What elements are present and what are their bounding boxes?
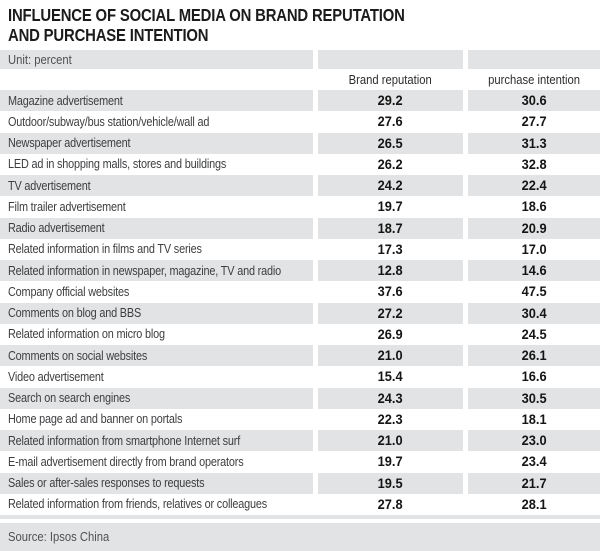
purchase-intention-value: 23.0 [521,433,547,449]
table-row [0,366,600,387]
row-label: Comments on social websites [8,348,148,363]
brand-reputation-value: 29.2 [378,93,403,109]
row-label: Video advertisement [8,369,104,384]
row-label: Newspaper advertisement [8,136,131,151]
purchase-intention-value: 24.5 [521,326,547,342]
brand-reputation-value: 21.0 [378,348,403,364]
brand-reputation-value: 17.3 [378,241,403,257]
purchase-intention-value: 27.7 [521,114,547,130]
brand-reputation-value: 19.7 [378,199,403,215]
purchase-intention-value: 22.4 [521,178,547,194]
row-label: Magazine advertisement [8,93,123,108]
table-row [0,196,600,217]
table-row [0,303,600,324]
column-header-purchase-intention: purchase intention [488,72,580,87]
table-row [0,111,600,132]
row-label: Related information in films and TV series [8,242,202,257]
table-row [0,388,600,409]
row-label: TV advertisement [8,178,91,193]
table-row [0,451,600,472]
table-row [0,430,600,451]
source-label: Source: Ipsos China [8,530,110,544]
purchase-intention-value: 21.7 [521,475,547,491]
row-label: LED ad in shopping malls, stores and buildings [8,157,227,172]
purchase-intention-value: 14.6 [521,263,547,279]
row-label: Outdoor/subway/bus station/vehicle/wall ad [8,114,210,129]
row-label: Film trailer advertisement [8,199,126,214]
purchase-intention-value: 16.6 [521,369,547,385]
row-label: Sales or after-sales responses to requests [8,476,205,491]
data-table [0,50,600,551]
row-label: Related information in newspaper, magazine, TV and radio [8,263,281,278]
table-row [0,154,600,175]
purchase-intention-value: 17.0 [521,241,547,257]
brand-reputation-value: 15.4 [378,369,403,385]
brand-reputation-value: 21.0 [378,433,403,449]
row-label: Radio advertisement [8,221,105,236]
brand-reputation-value: 27.6 [378,114,403,130]
purchase-intention-value: 26.1 [521,348,547,364]
title-line-2: AND PURCHASE INTENTION [8,25,209,45]
purchase-intention-value: 31.3 [521,135,547,151]
table-row [0,494,600,515]
table-row [0,218,600,239]
brand-reputation-value: 26.2 [378,156,403,172]
purchase-intention-value: 18.6 [521,199,547,215]
brand-reputation-value: 22.3 [378,411,403,427]
purchase-intention-value: 20.9 [521,220,547,236]
brand-reputation-value: 27.2 [378,305,403,321]
row-label: Related information from friends, relatives or colleagues [8,497,268,512]
brand-reputation-value: 18.7 [378,220,403,236]
page-title [0,0,600,45]
brand-reputation-value: 24.2 [378,178,403,194]
row-label: Search on search engines [8,391,131,406]
table-header-row [0,69,600,90]
purchase-intention-value: 28.1 [521,496,547,512]
row-label: Company official websites [8,284,130,299]
table-row [0,239,600,260]
table-row [0,473,600,494]
purchase-intention-value: 30.5 [521,390,547,406]
brand-reputation-value: 37.6 [378,284,403,300]
row-label: Related information from smartphone Internet surf [8,433,241,448]
row-label: E-mail advertisement directly from brand operators [8,454,244,469]
purchase-intention-value: 18.1 [521,411,547,427]
table-row [0,345,600,366]
brand-reputation-value: 24.3 [378,390,403,406]
title-line-1: INFLUENCE OF SOCIAL MEDIA ON BRAND REPUTATION [8,5,405,25]
brand-reputation-value: 19.5 [378,475,403,491]
unit-bar [0,50,600,69]
unit-label: Unit: percent [8,52,72,67]
purchase-intention-value: 32.8 [521,156,547,172]
purchase-intention-value: 47.5 [521,284,547,300]
table-row [0,324,600,345]
column-header-brand-reputation: Brand reputation [348,72,433,87]
brand-reputation-value: 26.5 [378,135,403,151]
table-row [0,409,600,430]
table-row [0,133,600,154]
table-row [0,90,600,111]
purchase-intention-value: 30.6 [521,93,547,109]
table-row [0,175,600,196]
row-label: Comments on blog and BBS [8,306,142,321]
row-label: Home page ad and banner on portals [8,412,183,427]
brand-reputation-value: 26.9 [378,326,403,342]
purchase-intention-value: 30.4 [521,305,547,321]
brand-reputation-value: 27.8 [378,496,403,512]
purchase-intention-value: 23.4 [521,454,547,470]
brand-reputation-value: 19.7 [378,454,403,470]
row-label: Related information on micro blog [8,327,165,342]
source-bar [0,523,600,551]
table-row [0,281,600,302]
brand-reputation-value: 12.8 [378,263,403,279]
table-row [0,260,600,281]
